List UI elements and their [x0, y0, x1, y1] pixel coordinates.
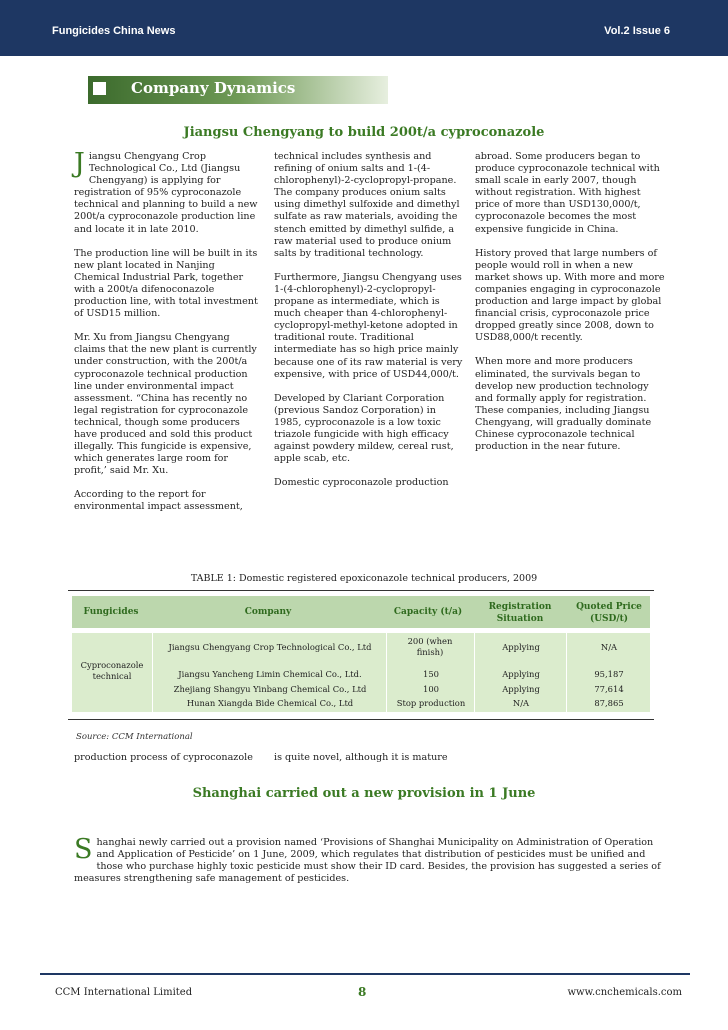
column-header: Company [244, 607, 292, 617]
drop-cap: J [74, 148, 85, 179]
column-header: Quoted Price (USD/t) [576, 602, 642, 624]
page-number: 8 [358, 985, 367, 999]
footer-website: www.cnchemicals.com [567, 987, 682, 998]
column-header: Capacity (t/a) [393, 607, 463, 617]
table-bottom-rule [68, 719, 654, 720]
fungicide-cell: Cyproconazole technical [80, 660, 144, 681]
paragraph: Shanghai newly carried out a provision named ‘Provisions of Shanghai Municipality on Administration of Operation and Application of Pesticide’ on 1 June, 2009, which regulates that distribution of pesticides must be unified and those who purchase highly toxic pesticide must show their ID card. Besides, the provision has suggested a series of measures strengthening safe management of pesticides. [74, 834, 661, 885]
paragraph: The production line will be built in its new plant located in Nanjing Chemical Industrial Park, together with a 200t/a difenoconazole production line, with total investment of USD15 million. [74, 247, 258, 320]
article-headline: Shanghai carried out a new provision in 1 June [192, 786, 536, 801]
section-banner [88, 76, 388, 104]
continuation-middle: is quite novel, although it is mature [274, 752, 448, 763]
table-top-rule [68, 590, 654, 591]
paragraph: When more and more producers eliminated, the survivals began to develop new production technology and formally apply for registration. These companies, including Jiangsu Chengyang, will gradually dominate Chinese cyproconazole technical production in the near future. [475, 356, 652, 453]
publication-title: Fungicides China News [52, 25, 176, 37]
section-title: Company Dynamics [131, 79, 296, 97]
paragraph: Domestic cyproconazole production [274, 477, 449, 489]
issue-label: Vol.2 Issue 6 [604, 25, 670, 37]
square-bullet-icon [93, 82, 106, 95]
table-header-row [72, 596, 650, 628]
paragraph: According to the report for environmental impact assessment, [74, 489, 243, 513]
table-caption: TABLE 1: Domestic registered epoxiconazole technical producers, 2009 [190, 573, 538, 584]
paragraph: Developed by Clariant Corporation (previous Sandoz Corporation) in 1985, cyproconazole is a low toxic triazole fungicide with high efficacy against powdery mildew, cereal rust, apple scab, etc. [274, 392, 454, 465]
table-source: Source: CCM International [76, 732, 193, 742]
drop-cap: S [74, 834, 93, 865]
paragraph: History proved that large numbers of people would roll in when a new market shows up. With more and more companies engaging in cyproconazole production and large impact by global financial crisis, cyproconazole price dropped greatly since 2008, down to USD88,000/t recently. [475, 247, 665, 344]
paragraph: Furthermore, Jiangsu Chengyang uses 1-(4-chlorophenyl)-2-cyclopropyl-propane as intermediate, which is much cheaper than 4-chlorophenyl-cyclopropyl-methyl-ketone adopted in traditional route. Traditional intermediate has so high price mainly because one of its raw material is very expensive, with price of USD44,000/t. [274, 271, 463, 380]
article-headline: Jiangsu Chengyang to build 200t/a cyproconazole [183, 125, 545, 140]
column-header: Registration Situation [488, 602, 552, 624]
paragraph: technical includes synthesis and refining of onium salts and 1-(4-chlorophenyl)-2-cyclopropyl-propane. The company produces onium salts using dimethyl sulfoxide and dimethyl sulfate as raw materials, avoiding the stench emitted by dimethyl sulfide, a raw material used to produce onium salts by traditional technology. [274, 151, 460, 259]
article-column-1 [74, 148, 262, 526]
article-column-2 [274, 151, 464, 501]
paragraph: Mr. Xu from Jiangsu Chengyang claims that the new plant is currently under construction, with the 200t/a cyproconazole technical production line under environmental impact assessment. “China has recently no legal registration for cyproconazole technical, though some producers have produced and sold this product illegally. This fungicide is expensive, which generates large room for profit,’ said Mr. Xu. [74, 332, 257, 477]
paragraph: abroad. Some producers began to produce cyproconazole technical with small scale in early 2007, though without registration. With highest price of more than USD130,000/t, cyproconazole becomes the most expensive fungicide in China. [475, 151, 660, 235]
paragraph: Jiangsu Chengyang Crop Technological Co., Ltd (Jiangsu Chengyang) is applying for registration of 95% cyproconazole technical and planning to build a new 200t/a cyproconazole production line and locate it in late 2010. [74, 148, 258, 235]
article-column-3 [475, 151, 665, 465]
table-body: Cyproconazole technical Jiangsu Chengyang Crop Technological Co., Ltd 200 (when finish) Applying N/A Jiangsu Yancheng Limin Chemical Co., Ltd. 150 Applying 95,187 Zhejiang Shangyu Yinbang Chemical Co., Ltd 100 Applying 77,614 Hunan Xiangda Bide Chemical Co., Ltd Stop production N/A 87,865 [72, 633, 650, 712]
footer-rule [40, 973, 690, 975]
footer-company: CCM International Limited [55, 987, 193, 998]
column-header: Fungicides [83, 607, 139, 617]
article-body [74, 834, 664, 897]
masthead-bar [0, 0, 728, 56]
continuation-left: production process of cyproconazole [74, 752, 253, 763]
